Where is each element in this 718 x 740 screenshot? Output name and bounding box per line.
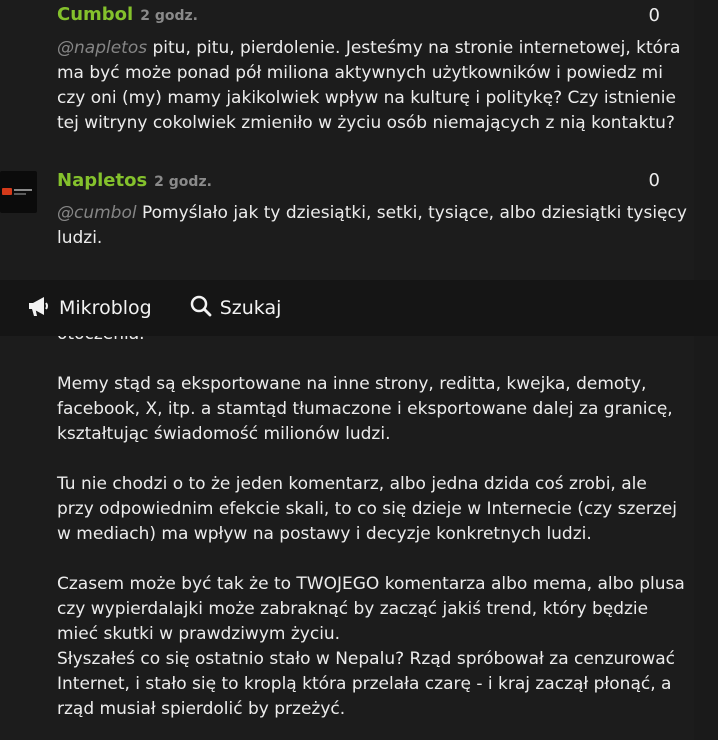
megaphone-icon (27, 295, 51, 322)
nav-mikroblog-label: Mikroblog (59, 297, 152, 319)
comment-line: pitu, pitu, pierdolenie. Jesteśmy na stronie internetowej, która (152, 38, 681, 58)
nav-szukaj-label: Szukaj (219, 297, 282, 319)
comment-time: 2 godz. (154, 174, 212, 190)
comment-author[interactable]: Napletos (57, 170, 148, 191)
avatar-logo-stripe (14, 193, 26, 195)
comment-body (57, 36, 697, 136)
nav-szukaj[interactable] (190, 280, 282, 336)
comment-header (57, 4, 198, 25)
comment-line: Czasem może być tak że to TWOJEGO komentarza albo mema, albo plusa (57, 574, 685, 594)
search-icon (190, 295, 212, 322)
comment-header (57, 170, 212, 191)
comment-line: facebook, X, itp. a stamtąd tłumaczone i eksportowane dalej za granicę, (57, 399, 673, 419)
comment-line: tej witryny cokolwiek zmieniło w życiu osób niemających z nią kontaktu? (57, 113, 675, 133)
user-mention[interactable]: @cumbol (57, 203, 137, 223)
comment-item (0, 0, 694, 160)
comment-line: kształtując świadomość milionów ludzi. (57, 424, 391, 444)
vote-count[interactable]: 0 (648, 5, 660, 26)
comment-line: ludzi. (57, 228, 103, 248)
comment-line: czy oni (my) mamy jakikolwiek wpływ na kulturę i politykę? Czy istnienie (57, 88, 676, 108)
comment-time: 2 godz. (140, 8, 198, 24)
avatar-logo-mark (2, 188, 12, 195)
comment-item (0, 322, 694, 740)
comment-line: Pomyślało jak ty dziesiątki, setki, tysiące, albo dziesiątki tysięcy (142, 203, 687, 223)
comment-line: przy odpowiednim efekcie skali, to co się dzieje w Internecie (czy szerzej (57, 499, 677, 519)
comment-line: Internet, i stało się to kroplą która przelała czarę - i kraj zaczął płonąć, a (57, 674, 672, 694)
nav-mikroblog[interactable] (27, 280, 152, 336)
comment-line: Memy stąd są eksportowane na inne strony, reditta, kwejka, demoty, (57, 374, 647, 394)
comment-line: rząd musiał spierdolić by przeżyć. (57, 699, 346, 719)
comment-line: ma być może ponad pół miliona aktywnych użytkowników i powiedz mi (57, 63, 663, 83)
comment-body (57, 201, 697, 251)
avatar-logo-stripe (14, 189, 32, 191)
comment-line: mieć skutki w prawdziwym życiu. (57, 624, 341, 644)
comment-line: Słyszałeś co się ostatnio stało w Nepalu? Rząd spróbował za cenzurować (57, 649, 675, 669)
scrollbar-track[interactable] (694, 0, 718, 740)
comment-item (0, 165, 694, 275)
comment-line: czy wypierdalajki może zabraknąć by zacząć jakiś trend, który będzie (57, 599, 649, 619)
comment-line: w mediach) ma wpływ na postawy i decyzje konkretnych ludzi. (57, 524, 592, 544)
user-mention[interactable]: @napletos (57, 38, 148, 58)
comment-author[interactable]: Cumbol (57, 4, 134, 25)
comment-line: Tu nie chodzi o to że jeden komentarz, albo jedna dzida coś zrobi, ale (57, 474, 647, 494)
comment-body (57, 322, 697, 722)
bottom-nav-bar (0, 280, 718, 336)
avatar[interactable] (0, 171, 37, 213)
vote-count[interactable]: 0 (648, 170, 660, 191)
